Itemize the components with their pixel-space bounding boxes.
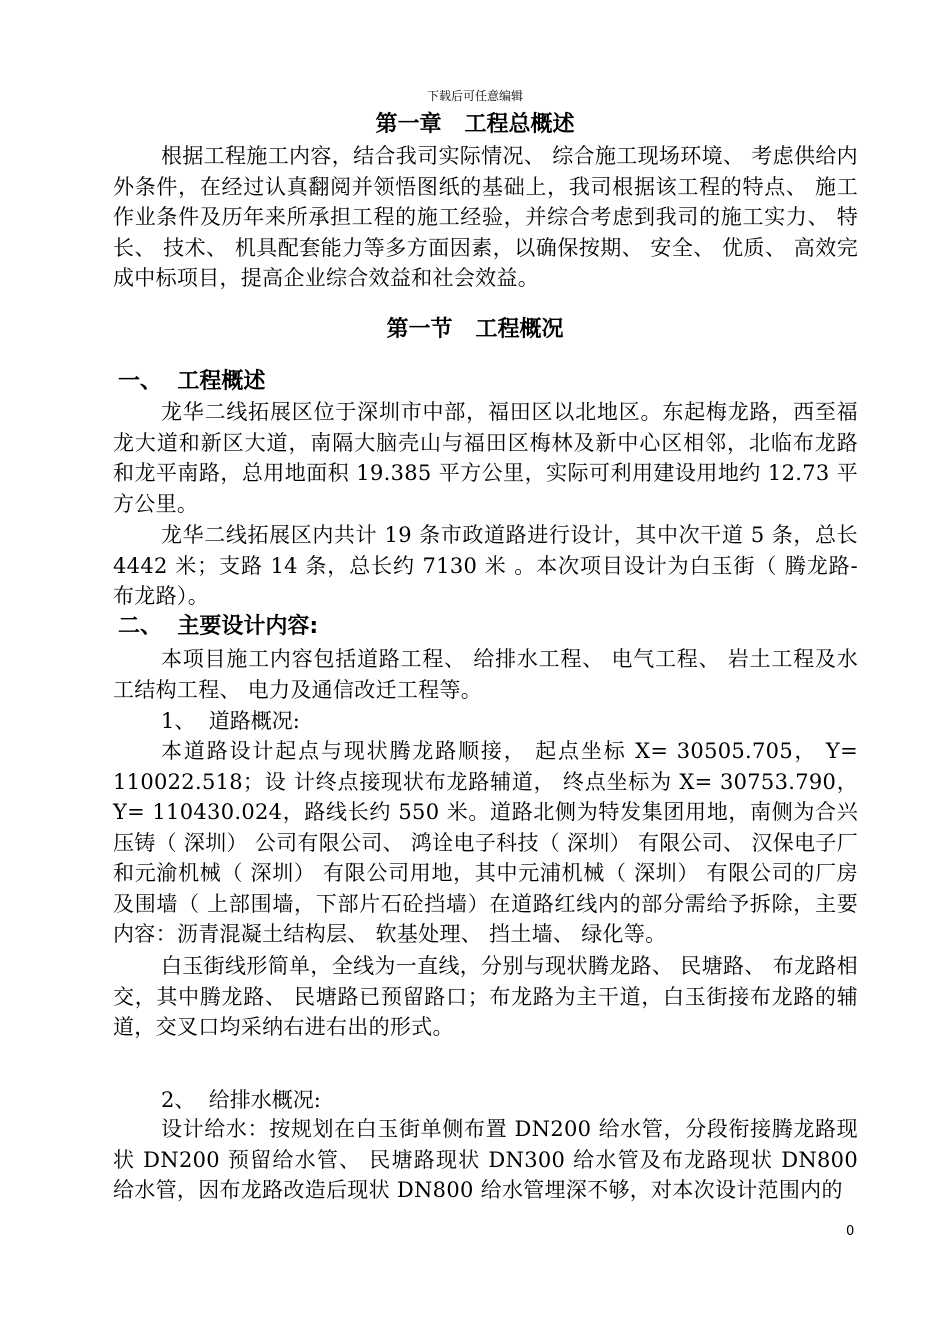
page-number: 0: [846, 1224, 855, 1239]
header-note: 下载后可任意编辑: [426, 89, 523, 103]
design-content-paragraph: 本项目施工内容包括道路工程、 给排水工程、 电气工程、 岩土工程及水工结构工程、 电力及通信改迁工程等。: [113, 647, 858, 702]
intro-paragraph: 根据工程施工内容，结合我司实际情况、 综合施工现场环境、 考虑供给内外条件，在经过认真翻阅并领悟图纸的基础上，我司根据该工程的特点、 施工作业条件及历年来所承担工程的施工经验，并综合考虑到我司的施工实力、 特长、 技术、 机具配套能力等多方面因素，以确保按期、 安全、 优质、 高效完成中标项目，提高企业综合效益和社会效益。: [113, 144, 858, 290]
road-overview-heading: 1、 道路概况:: [161, 709, 300, 733]
overview-paragraph-1: 龙华二线拓展区位于深圳市中部，福田区以北地区。东起梅龙路，西至福龙大道和新区大道，南隔大脑壳山与福田区梅林及新中心区相邻，北临布龙路和龙平南路，总用地面积 19.385 平方公里，实际可利用建设用地约 12.73 平方公里。: [113, 400, 858, 516]
heading-overview: 一、 工程概述: [118, 369, 266, 394]
chapter-title: 第一章 工程总概述: [375, 112, 575, 137]
section-title: 第一节 工程概况: [386, 317, 564, 342]
water-supply-paragraph: 设计给水：按规划在白玉街单侧布置 DN200 给水管，分段衔接腾龙路现状 DN200 预留给水管、 民塘路现状 DN300 给水管及布龙路现状 DN800 给水管，因布龙路改造后现状 DN800 给水管埋深不够，对本次设计范围内的: [113, 1117, 858, 1202]
water-overview-heading: 2、 给排水概况:: [161, 1088, 321, 1112]
road-overview-paragraph: 本道路设计起点与现状腾龙路顺接， 起点坐标 X= 30505.705， Y= 110022.518；设 计终点接现状布龙路辅道， 终点坐标为 X= 30753.790，Y= 110430.024，路线长约 550 米。道路北侧为特发集团用地，南侧为合兴压铸（ 深圳） 公司有限公司、 鸿诠电子科技（ 深圳） 有限公司、 汉保电子厂和元渝机械（ 深圳） 有限公司用地，其中元浦机械（ 深圳） 有限公司的厂房及围墙（ 上部围墙，下部片石砼挡墙）在道路红线内的部分需给予拆除，主要内容：沥青混凝土结构层、 软基处理、 挡土墙、 绿化等。: [113, 739, 858, 946]
road-alignment-paragraph: 白玉街线形简单，全线为一直线，分别与现状腾龙路、 民塘路、 布龙路相交，其中腾龙路、 民塘路已预留路口；布龙路为主干道，白玉街接布龙路的辅道，交叉口均采纳右进右出的形式。: [113, 954, 858, 1039]
overview-paragraph-2: 龙华二线拓展区内共计 19 条市政道路进行设计，其中次干道 5 条，总长 4442 米；支路 14 条，总长约 7130 米 。本次项目设计为白玉街（ 腾龙路-布龙路）。: [113, 523, 858, 608]
heading-design-content: 二、 主要设计内容:: [118, 614, 319, 639]
